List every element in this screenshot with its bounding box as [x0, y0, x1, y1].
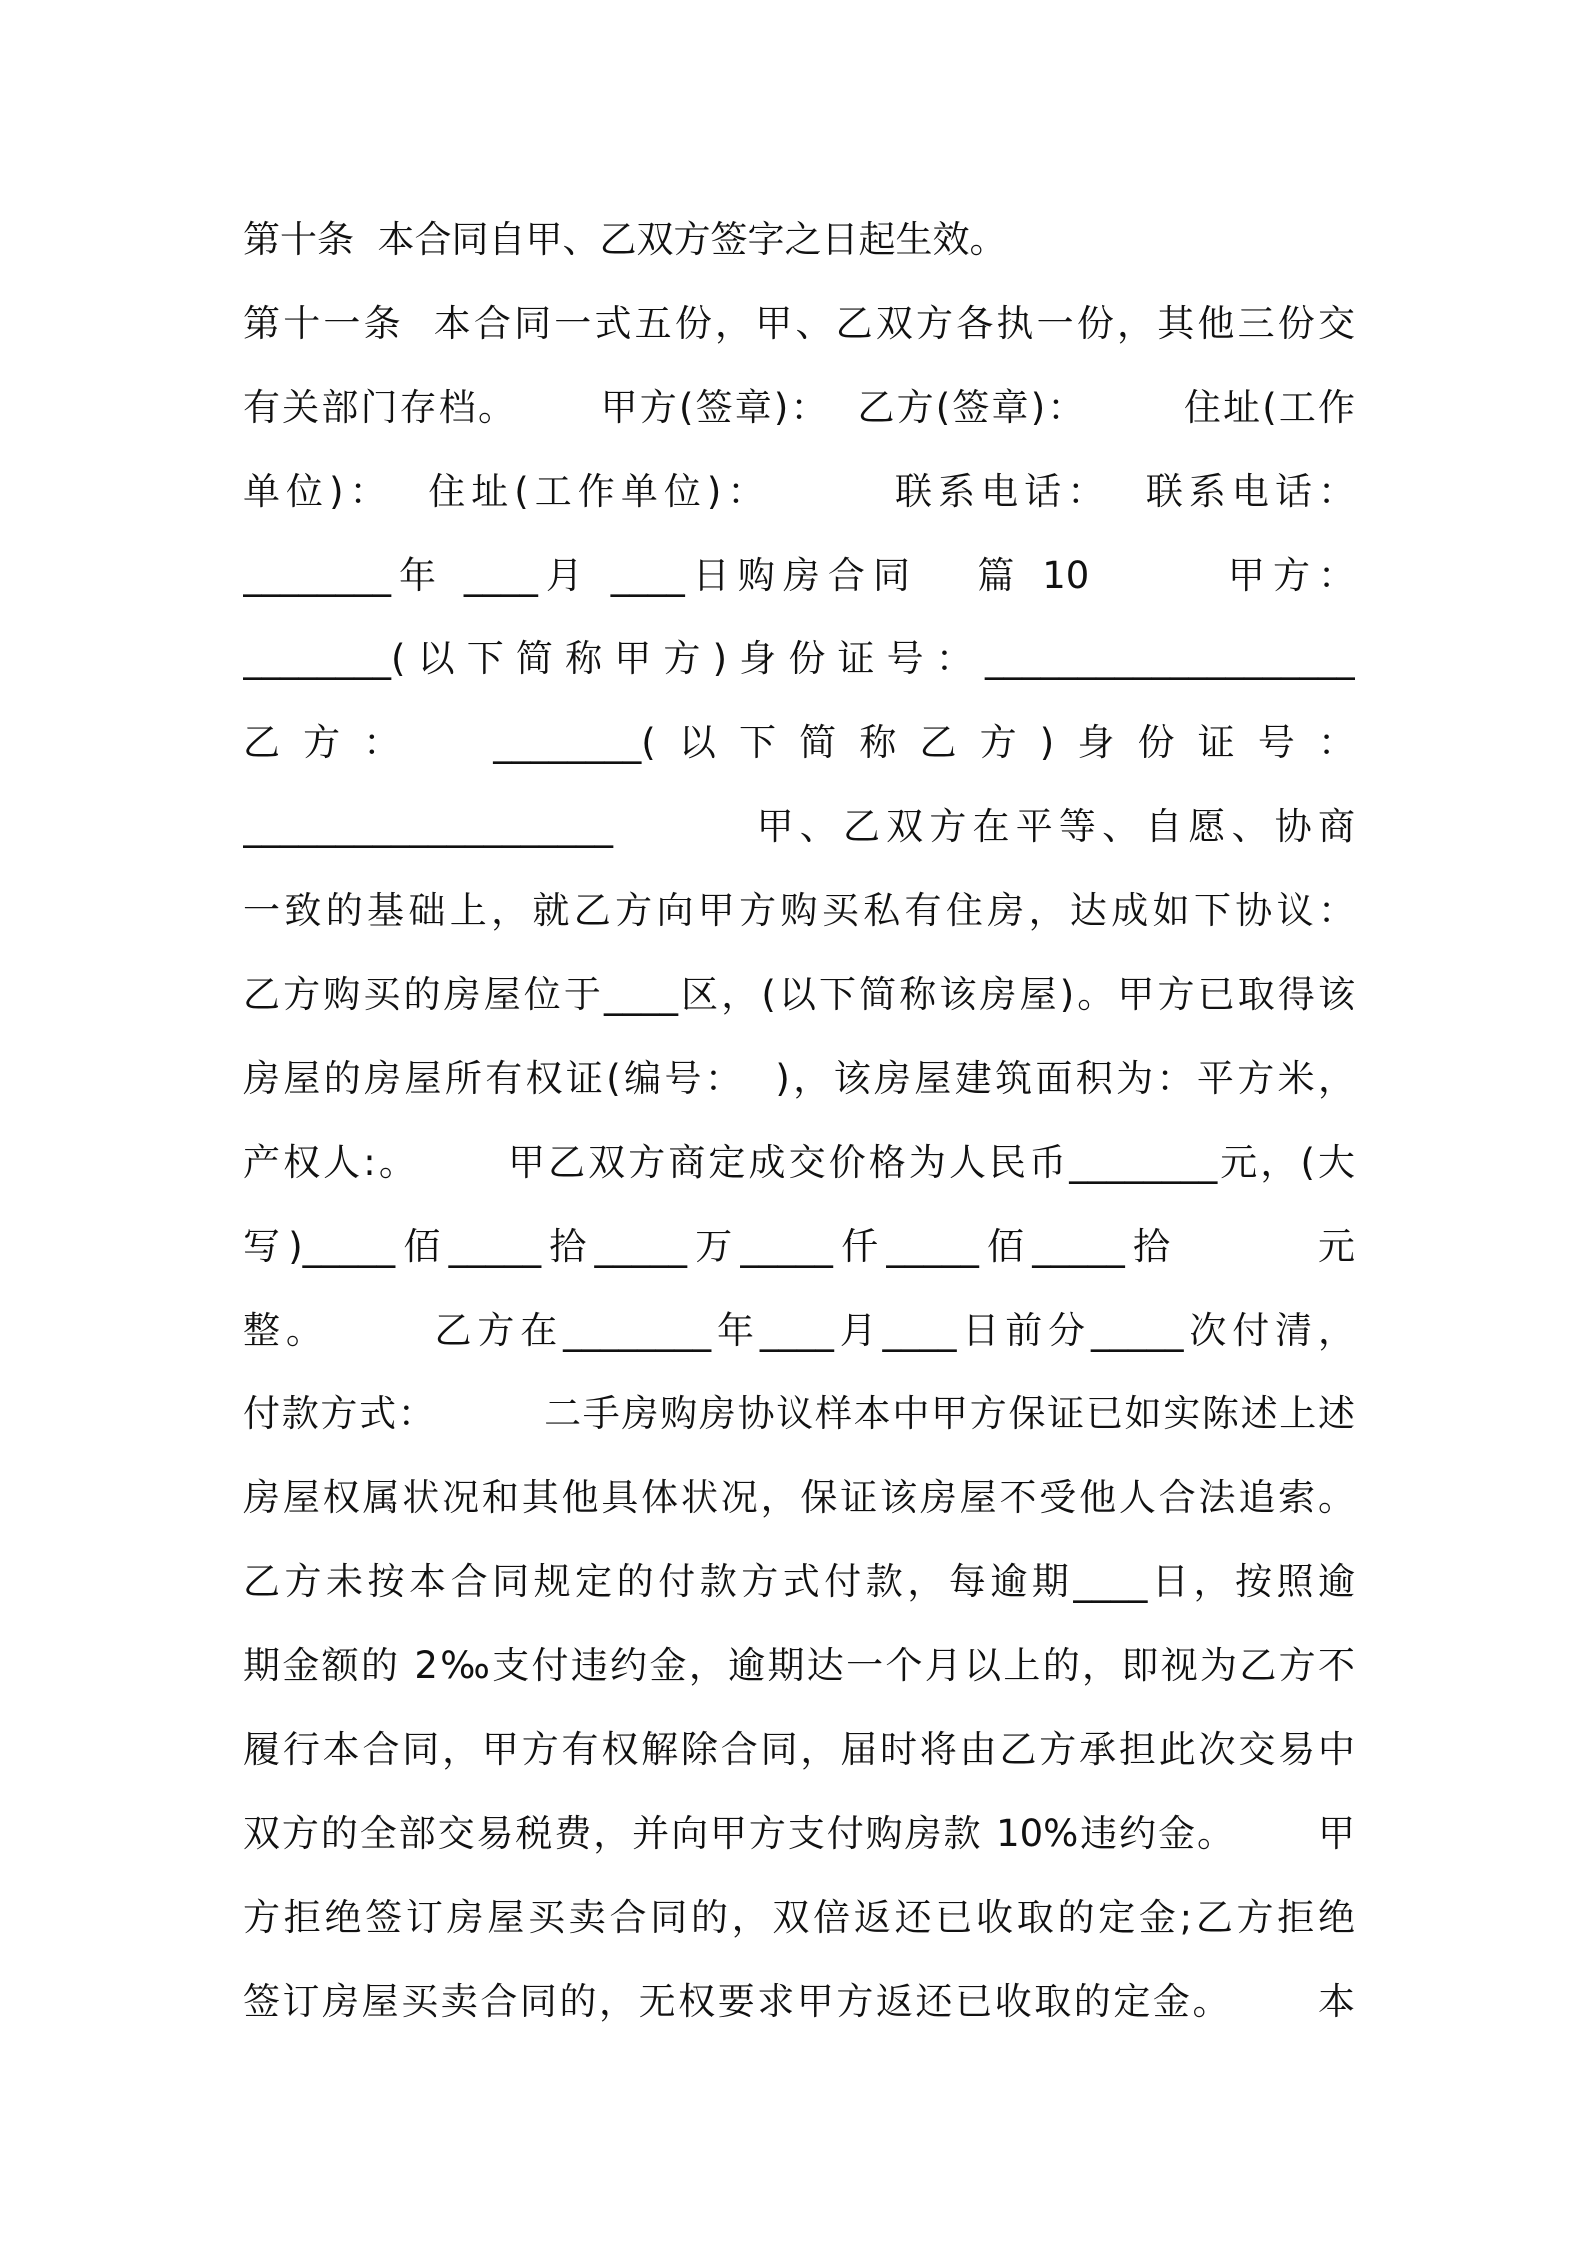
text-line: 乙方： ________(以下简称乙方)身份证号：: [243, 721, 1355, 765]
text-line: 写)_____佰_____拾_____万_____仟_____佰_____拾 元: [243, 1224, 1355, 1268]
text-line: 乙方购买的房屋位于____区，(以下简称该房屋)。甲方已取得该: [243, 973, 1355, 1017]
text-line: ____________________ 甲、乙双方在平等、自愿、协商: [243, 805, 1355, 849]
text-line: 期金额的 2‰支付违约金，逾期达一个月以上的，即视为乙方不: [243, 1644, 1355, 1688]
text-line: 房屋权属状况和其他具体状况，保证该房屋不受他人合法追索。: [243, 1476, 1355, 1520]
text-line: 履行本合同，甲方有权解除合同，届时将由乙方承担此次交易中: [243, 1728, 1355, 1772]
text-line: 双方的全部交易税费，并向甲方支付购房款 10%违约金。 甲: [243, 1811, 1355, 1855]
text-line: 有关部门存档。 甲方(签章)： 乙方(签章)： 住址(工作: [243, 385, 1355, 429]
text-line: ________年 ____月 ____日购房合同 篇 10 甲方：: [243, 553, 1355, 597]
text-line: 一致的基础上，就乙方向甲方购买私有住房，达成如下协议：: [243, 889, 1355, 933]
text-line: 单位)： 住址(工作单位)： 联系电话： 联系电话：: [243, 469, 1355, 513]
text-line: 产权人:。 甲乙双方商定成交价格为人民币________元，(大: [243, 1140, 1355, 1184]
text-line: ________(以下简称甲方)身份证号：____________________: [243, 637, 1355, 681]
text-line: 方拒绝签订房屋买卖合同的，双倍返还已收取的定金;乙方拒绝: [243, 1895, 1355, 1939]
text-line: 第十一条 本合同一式五份，甲、乙双方各执一份，其他三份交: [243, 301, 1355, 345]
text-line: 整。 乙方在________年____月____日前分_____次付清，: [243, 1308, 1355, 1352]
text-line: 第十条 本合同自甲、乙双方签字之日起生效。: [243, 218, 1007, 261]
text-line: 乙方未按本合同规定的付款方式付款，每逾期____日，按照逾: [243, 1560, 1355, 1604]
text-line: 付款方式： 二手房购房协议样本中甲方保证已如实陈述上述: [243, 1392, 1355, 1436]
text-line: 房屋的房屋所有权证(编号： )，该房屋建筑面积为：平方米，: [243, 1056, 1355, 1100]
text-line: 签订房屋买卖合同的，无权要求甲方返还已收取的定金。 本: [243, 1979, 1355, 2023]
contract-text: [243, 198, 1355, 2044]
